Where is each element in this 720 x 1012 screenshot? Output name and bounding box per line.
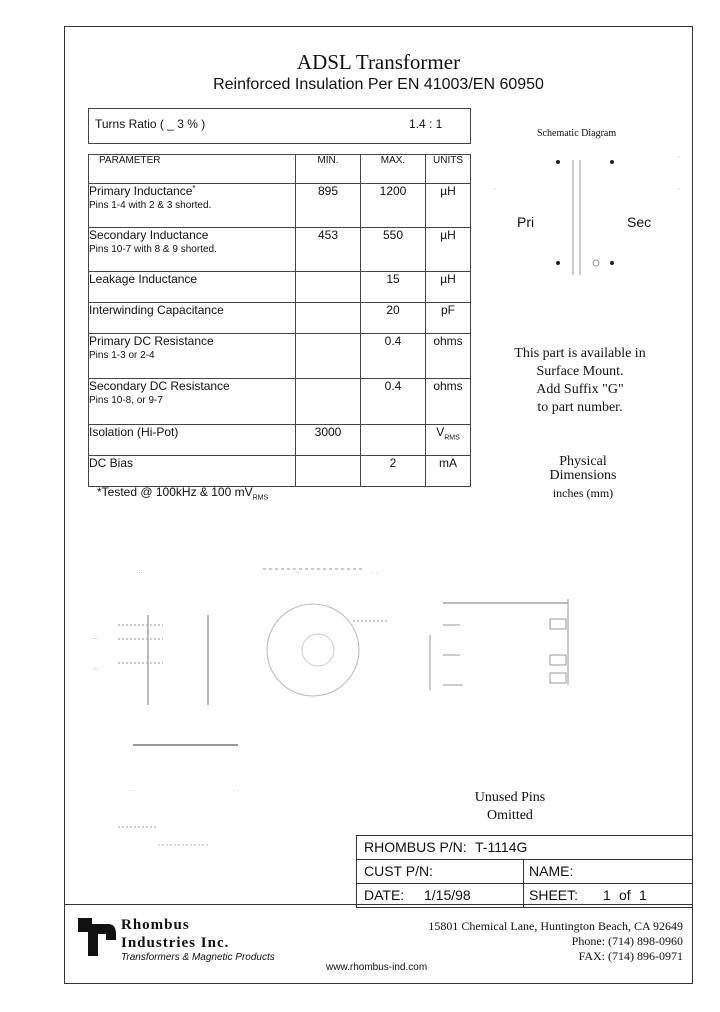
svg-text:. .: . .	[233, 784, 240, 793]
title-block-cust-row	[357, 860, 692, 884]
param-min	[296, 272, 361, 303]
param-min: 453	[296, 228, 361, 272]
page-subtitle: Reinforced Insulation Per EN 41003/EN 60950	[213, 76, 544, 93]
param-sub: Pins 1-4 with 2 & 3 shorted.	[89, 200, 212, 211]
param-units: µH	[426, 184, 471, 228]
footnote-text: *Tested @ 100kHz & 100 mV	[97, 485, 253, 499]
param-name: DC Bias	[89, 456, 296, 487]
units-note: inches (mm)	[552, 486, 614, 500]
svg-text:. .: . .	[372, 566, 379, 575]
param-max: 0.4	[361, 379, 426, 425]
turns-ratio-label: Turns Ratio ( _ 3 % )	[95, 117, 206, 131]
spec-table	[88, 108, 471, 487]
company-name-line2: Industries Inc.	[121, 935, 230, 951]
param-name: Interwinding Capacitance	[89, 303, 296, 334]
note-line: Surface Mount.	[536, 364, 624, 379]
param-units: µH	[426, 228, 471, 272]
dot-icon	[610, 261, 614, 265]
footnote-mark: *	[192, 184, 196, 193]
table-row	[89, 228, 471, 272]
units-sub: RMS	[444, 434, 460, 442]
param-min: 3000	[296, 425, 361, 456]
param-sub: Pins 10-7 with 8 & 9 shorted.	[89, 244, 217, 255]
table-row	[89, 456, 471, 487]
note-line: to part number.	[537, 400, 623, 415]
schematic-title: Schematic Diagram	[537, 128, 617, 139]
dot-icon	[556, 261, 560, 265]
note-line: Unused Pins	[474, 790, 546, 805]
note-line: Add Suffix "G"	[536, 382, 624, 397]
name-label: NAME:	[529, 863, 574, 879]
param-name: Primary Inductance	[89, 184, 193, 198]
param-name: Secondary DC Resistance	[89, 379, 230, 393]
table-row	[89, 379, 471, 425]
svg-text:. .: . .	[128, 784, 135, 793]
note-line: This part is available in	[514, 346, 646, 361]
physical-dimensions-label	[483, 455, 683, 500]
param-max	[361, 425, 426, 456]
company-name	[121, 916, 229, 952]
table-row	[89, 303, 471, 334]
svg-text:...: ...	[92, 632, 99, 641]
company-tagline: Transformers & Magnetic Products	[121, 952, 275, 963]
company-fax: FAX: (714) 896-0971	[578, 949, 683, 963]
company-website[interactable]: www.rhombus-ind.com	[326, 962, 428, 973]
sheet-number: 1	[603, 887, 611, 903]
table-row	[89, 272, 471, 303]
svg-text:.: .	[494, 184, 496, 191]
param-name: Primary DC Resistance	[89, 334, 214, 348]
header-min: MIN.	[296, 155, 361, 184]
date-label: DATE:	[364, 887, 405, 903]
param-units: µH	[426, 272, 471, 303]
page-title: ADSL Transformer	[296, 50, 461, 74]
svg-text:...: ...	[136, 566, 143, 575]
rhombus-logo-icon	[78, 918, 116, 956]
title-block	[356, 835, 693, 908]
dot-icon	[593, 260, 599, 266]
param-max: 1200	[361, 184, 426, 228]
param-sub: Pins 10-8, or 9-7	[89, 395, 163, 406]
table-row	[89, 425, 471, 456]
sheet-total: 1	[639, 887, 647, 903]
param-max: 0.4	[361, 334, 426, 379]
header-parameter: PARAMETER	[89, 155, 296, 184]
units-v: V	[436, 425, 445, 439]
pn-label: RHOMBUS P/N:	[364, 839, 467, 855]
param-units: mA	[426, 456, 471, 487]
param-name: Leakage Inductance	[89, 272, 296, 303]
svg-text:...: ...	[293, 566, 300, 575]
param-max: 550	[361, 228, 426, 272]
param-units: pF	[426, 303, 471, 334]
param-max: 15	[361, 272, 426, 303]
date-value: 1/15/98	[424, 887, 471, 903]
note-line: Omitted	[487, 808, 533, 823]
dot-icon	[556, 160, 560, 164]
schematic-pri-label: Pri	[517, 214, 535, 230]
company-phone: Phone: (714) 898-0960	[571, 934, 683, 948]
param-min	[296, 456, 361, 487]
param-name: Isolation (Hi-Pot)	[89, 425, 296, 456]
param-min: 895	[296, 184, 361, 228]
param-units: ohms	[426, 334, 471, 379]
footnote	[97, 485, 268, 501]
pn-value: T-1114G	[475, 839, 528, 855]
company-address: 15801 Chemical Lane, Huntington Beach, CA 92649	[428, 919, 683, 933]
table-header-row	[89, 155, 471, 184]
surface-mount-note	[480, 345, 680, 417]
param-min	[296, 379, 361, 425]
table-row	[89, 184, 471, 228]
turns-ratio-value: 1.4 : 1	[409, 117, 443, 131]
param-name: Secondary Inductance	[89, 228, 209, 242]
footer-divider	[64, 904, 693, 905]
table-row	[89, 334, 471, 379]
param-sub: Pins 1-3 or 2-4	[89, 350, 155, 361]
sheet-of: of	[619, 887, 631, 903]
param-min	[296, 303, 361, 334]
svg-text:.: .	[678, 152, 680, 159]
param-min	[296, 334, 361, 379]
unused-pins-note	[430, 789, 590, 825]
note-line: Dimensions	[549, 468, 617, 483]
cust-label: CUST P/N:	[364, 863, 433, 879]
param-max: 2	[361, 456, 426, 487]
header-units: UNITS	[426, 155, 471, 184]
param-units	[426, 425, 471, 456]
svg-text:...: ...	[92, 662, 99, 671]
svg-text:.: .	[678, 184, 680, 191]
param-max: 20	[361, 303, 426, 334]
param-units: ohms	[426, 379, 471, 425]
sheet-label: SHEET:	[529, 887, 579, 903]
turns-ratio-row	[89, 109, 471, 144]
dot-icon	[610, 160, 614, 164]
note-line: Physical	[559, 454, 607, 469]
company-name-line1: Rhombus	[121, 917, 190, 933]
footnote-sub: RMS	[252, 494, 269, 502]
title-block-pn-row	[357, 836, 692, 860]
header-max: MAX.	[361, 155, 426, 184]
schematic-sec-label: Sec	[627, 214, 652, 230]
